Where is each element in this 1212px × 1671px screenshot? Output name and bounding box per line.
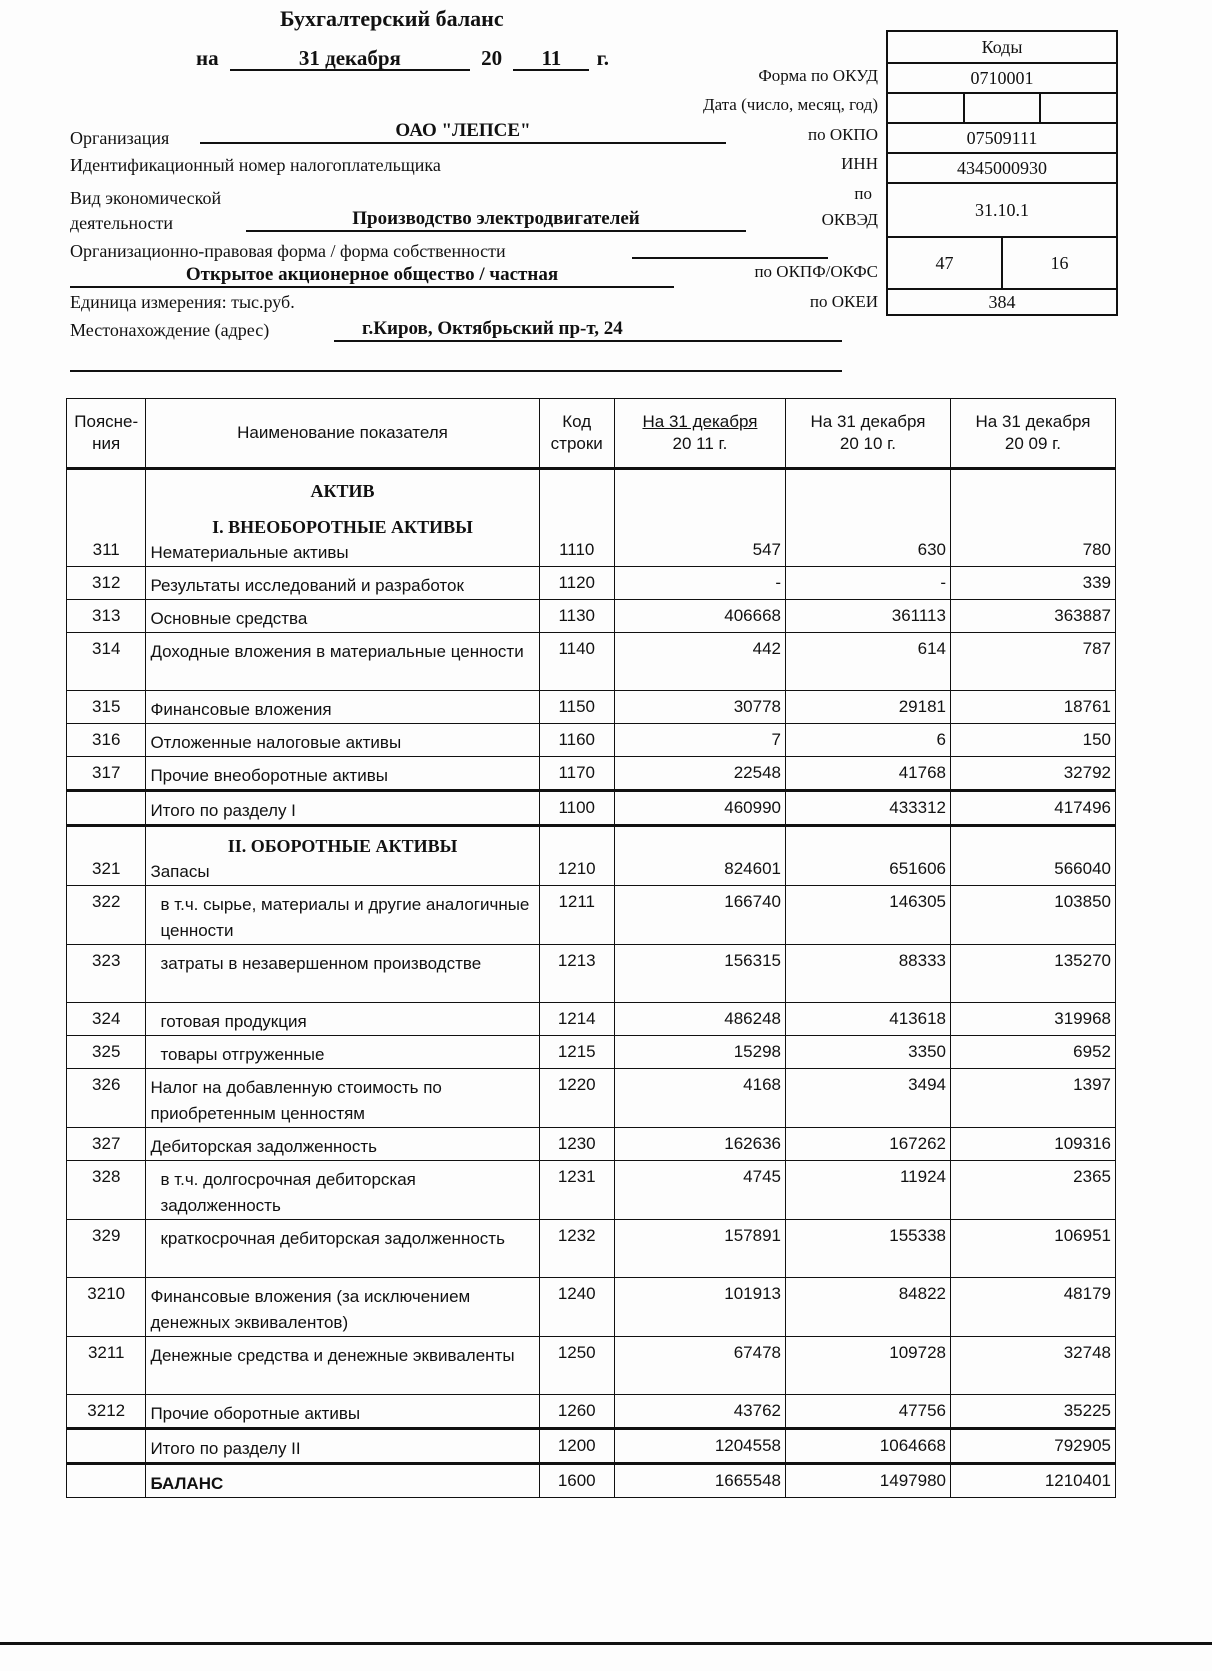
okopf-label: по ОКПФ/ОКФС <box>754 262 878 281</box>
row-value-2009: 135270 <box>950 945 1115 1003</box>
row-notes: 323 <box>67 945 146 1003</box>
okpo-value: 07509111 <box>888 124 1116 154</box>
row-name: затраты в незавершенном производстве <box>146 945 539 1003</box>
table-row <box>67 1220 1116 1278</box>
row-value-2009: 787 <box>950 633 1115 691</box>
table-header-row <box>67 399 1116 469</box>
col-2010-header: На 31 декабря 20 10 г. <box>786 399 951 469</box>
row-value-2009: 32748 <box>950 1337 1115 1395</box>
row-value-2009: 2365 <box>950 1161 1115 1220</box>
row-code: 1110 <box>539 469 614 567</box>
col-2009-header: На 31 декабря 20 09 г. <box>950 399 1115 469</box>
activity-value: Производство электродвигателей <box>246 208 746 232</box>
row-value-2010: 361113 <box>786 600 951 633</box>
row-name: Денежные средства и денежные эквиваленты <box>146 1337 539 1395</box>
inn-label: Идентификационный номер налогоплательщика <box>70 155 441 175</box>
row-value-2010: 84822 <box>786 1278 951 1337</box>
address-value: г.Киров, Октябрьский пр-т, 24 <box>334 318 842 342</box>
row-code: 1215 <box>539 1036 614 1069</box>
okved-label-2: ОКВЭД <box>821 210 878 229</box>
row-code: 1220 <box>539 1069 614 1128</box>
okei-value: 384 <box>888 290 1116 316</box>
row-notes: 313 <box>67 600 146 633</box>
row-value-2010: 146305 <box>786 886 951 945</box>
row-value-2009: 48179 <box>950 1278 1115 1337</box>
row-value-2011: 67478 <box>614 1337 785 1395</box>
balance-table <box>66 398 1116 1498</box>
address-label: Местонахождение (адрес) <box>70 320 270 340</box>
row-notes: 325 <box>67 1036 146 1069</box>
table-row <box>67 633 1116 691</box>
legal-form-label: Организационно-правовая форма / форма собственности <box>70 241 506 261</box>
row-name: Налог на добавленную стоимость по приобретенным ценностям <box>146 1069 539 1128</box>
row-name: Финансовые вложения <box>146 691 539 724</box>
table-row <box>67 600 1116 633</box>
codes-header: Коды <box>888 32 1116 64</box>
row-value-2011: 30778 <box>614 691 785 724</box>
row-value-2010: 630 <box>786 469 951 567</box>
row-value-2011: 1204558 <box>614 1429 785 1464</box>
year-suffix: г. <box>596 46 610 70</box>
row-notes: 3211 <box>67 1337 146 1395</box>
organization-value: ОАО "ЛЕПСЕ" <box>200 120 726 144</box>
row-code: 1150 <box>539 691 614 724</box>
row-code: 1214 <box>539 1003 614 1036</box>
row-value-2010: 614 <box>786 633 951 691</box>
table-row <box>67 724 1116 757</box>
row-value-2010: 6 <box>786 724 951 757</box>
row-name: краткосрочная дебиторская задолженность <box>146 1220 539 1278</box>
row-notes <box>67 791 146 826</box>
row-code: 1210 <box>539 826 614 886</box>
row-notes: 328 <box>67 1161 146 1220</box>
row-code: 1140 <box>539 633 614 691</box>
row-value-2011: 4168 <box>614 1069 785 1128</box>
activity-label-2: деятельности <box>70 213 174 233</box>
row-notes <box>67 1464 146 1498</box>
row-value-2009: 780 <box>950 469 1115 567</box>
date-year-cell <box>1039 94 1116 122</box>
row-value-2011: 406668 <box>614 600 785 633</box>
row-code: 1120 <box>539 567 614 600</box>
table-row <box>67 691 1116 724</box>
row-value-2010: 155338 <box>786 1220 951 1278</box>
date-code-label: Дата (число, месяц, год) <box>702 95 878 114</box>
row-code: 1200 <box>539 1429 614 1464</box>
row-code: 1170 <box>539 757 614 791</box>
row-notes: 327 <box>67 1128 146 1161</box>
date-day-cell <box>888 94 963 122</box>
row-name: Итого по разделу I <box>146 791 539 826</box>
row-value-2010: 413618 <box>786 1003 951 1036</box>
table-row <box>67 1128 1116 1161</box>
table-row <box>67 886 1116 945</box>
row-value-2011: 43762 <box>614 1395 785 1429</box>
col-notes-header: Поясне-ния <box>67 399 146 469</box>
table-row <box>67 1069 1116 1128</box>
row-value-2009: 1397 <box>950 1069 1115 1128</box>
page-edge-line <box>0 1642 1212 1645</box>
row-notes <box>67 1429 146 1464</box>
table-row <box>67 469 1116 567</box>
col-2011-header: На 31 декабря 20 11 г. <box>614 399 785 469</box>
table-row <box>67 945 1116 1003</box>
row-value-2010: 433312 <box>786 791 951 826</box>
row-value-2009: 32792 <box>950 757 1115 791</box>
row-code: 1230 <box>539 1128 614 1161</box>
row-value-2010: 11924 <box>786 1161 951 1220</box>
okved-label-1: по <box>854 184 872 203</box>
row-code: 1600 <box>539 1464 614 1498</box>
row-name: Основные средства <box>146 600 539 633</box>
row-code: 1240 <box>539 1278 614 1337</box>
okfs-value: 16 <box>1001 238 1116 288</box>
okopf-okfs-cells <box>888 238 1116 290</box>
row-name: Дебиторская задолженность <box>146 1128 539 1161</box>
table-row <box>67 1161 1116 1220</box>
table-row-total <box>67 1464 1116 1498</box>
row-value-2010: 167262 <box>786 1128 951 1161</box>
row-name: АКТИВ I. ВНЕОБОРОТНЫЕ АКТИВЫ Нематериальные активы <box>146 469 539 567</box>
unit-label: Единица измерения: тыс.руб. <box>70 292 295 312</box>
row-notes: 3210 <box>67 1278 146 1337</box>
row-notes: 315 <box>67 691 146 724</box>
year-value: 11 <box>513 47 589 71</box>
inn-code-label: ИНН <box>841 154 878 173</box>
row-value-2011: 7 <box>614 724 785 757</box>
row-value-2010: - <box>786 567 951 600</box>
row-notes: 312 <box>67 567 146 600</box>
table-row <box>67 1036 1116 1069</box>
section-1-heading: I. ВНЕОБОРОТНЫЕ АКТИВЫ <box>212 517 473 537</box>
row-code: 1232 <box>539 1220 614 1278</box>
row-name: Финансовые вложения (за исключением денежных эквивалентов) <box>146 1278 539 1337</box>
row-value-2010: 109728 <box>786 1337 951 1395</box>
row-value-2010: 3494 <box>786 1069 951 1128</box>
table-row <box>67 757 1116 791</box>
row-notes: 324 <box>67 1003 146 1036</box>
row-code: 1100 <box>539 791 614 826</box>
row-notes: 316 <box>67 724 146 757</box>
row-notes: 322 <box>67 886 146 945</box>
row-value-2009: 1210401 <box>950 1464 1115 1498</box>
row-value-2011: 442 <box>614 633 785 691</box>
okpo-label: по ОКПО <box>807 125 878 144</box>
date-value: 31 декабря <box>230 47 470 71</box>
row-notes: 317 <box>67 757 146 791</box>
legal-form-value: Открытое акционерное общество / частная <box>70 264 674 288</box>
row-value-2010: 29181 <box>786 691 951 724</box>
row-notes: 3212 <box>67 1395 146 1429</box>
row-value-2011: 162636 <box>614 1128 785 1161</box>
col-name-header: Наименование показателя <box>146 399 539 469</box>
row-value-2011: 486248 <box>614 1003 785 1036</box>
okved-value: 31.10.1 <box>888 184 1116 238</box>
row-name: товары отгруженные <box>146 1036 539 1069</box>
section-2-heading: II. ОБОРОТНЫЕ АКТИВЫ <box>227 836 458 856</box>
row-value-2010: 88333 <box>786 945 951 1003</box>
table-row-subtotal <box>67 1429 1116 1464</box>
table-row <box>67 1278 1116 1337</box>
organization-label: Организация <box>70 128 170 148</box>
row-notes: 329 <box>67 1220 146 1278</box>
row-value-2009: 566040 <box>950 826 1115 886</box>
row-value-2011: 824601 <box>614 826 785 886</box>
row-name: БАЛАНС <box>146 1464 539 1498</box>
row-name: Прочие внеоборотные активы <box>146 757 539 791</box>
row-notes: 321 <box>67 826 146 886</box>
row-code: 1231 <box>539 1161 614 1220</box>
section-asset-heading: АКТИВ <box>310 481 375 501</box>
address-line-2 <box>70 370 842 372</box>
row-value-2009: 103850 <box>950 886 1115 945</box>
row-value-2011: 4745 <box>614 1161 785 1220</box>
row-value-2011: 156315 <box>614 945 785 1003</box>
row-notes: 314 <box>67 633 146 691</box>
table-row <box>67 826 1116 886</box>
row-value-2011: 157891 <box>614 1220 785 1278</box>
table-row <box>67 1337 1116 1395</box>
table-row <box>67 1003 1116 1036</box>
row-value-2009: 319968 <box>950 1003 1115 1036</box>
row-value-2010: 1497980 <box>786 1464 951 1498</box>
table-row <box>67 1395 1116 1429</box>
row-value-2011: 101913 <box>614 1278 785 1337</box>
row-name: Доходные вложения в материальные ценности <box>146 633 539 691</box>
row-value-2011: - <box>614 567 785 600</box>
document-title: Бухгалтерский баланс <box>280 6 504 31</box>
row-value-2010: 41768 <box>786 757 951 791</box>
row-name: Итого по разделу II <box>146 1429 539 1464</box>
okud-value: 0710001 <box>888 64 1116 94</box>
report-date <box>196 46 609 71</box>
row-name: в т.ч. сырье, материалы и другие аналогичные ценности <box>146 886 539 945</box>
row-code: 1130 <box>539 600 614 633</box>
row-value-2009: 18761 <box>950 691 1115 724</box>
row-value-2011: 460990 <box>614 791 785 826</box>
row-value-2010: 651606 <box>786 826 951 886</box>
row-notes: 311 <box>67 469 146 567</box>
row-name: Результаты исследований и разработок <box>146 567 539 600</box>
table-row <box>67 567 1116 600</box>
row-value-2011: 15298 <box>614 1036 785 1069</box>
row-name: Прочие оборотные активы <box>146 1395 539 1429</box>
table-row-subtotal <box>67 791 1116 826</box>
row-value-2009: 792905 <box>950 1429 1115 1464</box>
okopf-value: 47 <box>935 252 954 273</box>
row-value-2009: 106951 <box>950 1220 1115 1278</box>
row-value-2011: 22548 <box>614 757 785 791</box>
row-code: 1160 <box>539 724 614 757</box>
row-value-2009: 109316 <box>950 1128 1115 1161</box>
row-code: 1213 <box>539 945 614 1003</box>
row-value-2011: 166740 <box>614 886 785 945</box>
okud-label: Форма по ОКУД <box>758 66 878 85</box>
row-name: Отложенные налоговые активы <box>146 724 539 757</box>
row-notes: 326 <box>67 1069 146 1128</box>
row-value-2009: 150 <box>950 724 1115 757</box>
row-name: в т.ч. долгосрочная дебиторская задолженность <box>146 1161 539 1220</box>
col-code-header: Код строки <box>539 399 614 469</box>
row-value-2009: 339 <box>950 567 1115 600</box>
year-prefix: 20 <box>481 46 503 70</box>
date-prefix: на <box>196 46 219 70</box>
row-code: 1250 <box>539 1337 614 1395</box>
inn-value: 4345000930 <box>888 154 1116 184</box>
row-value-2010: 47756 <box>786 1395 951 1429</box>
row-value-2009: 35225 <box>950 1395 1115 1429</box>
row-value-2011: 1665548 <box>614 1464 785 1498</box>
row-name: готовая продукция <box>146 1003 539 1036</box>
date-code-cells <box>888 94 1116 124</box>
row-value-2009: 363887 <box>950 600 1115 633</box>
row-name: II. ОБОРОТНЫЕ АКТИВЫ Запасы <box>146 826 539 886</box>
codes-box <box>886 30 1118 316</box>
row-code: 1260 <box>539 1395 614 1429</box>
okei-label: по ОКЕИ <box>809 292 878 311</box>
row-value-2009: 6952 <box>950 1036 1115 1069</box>
activity-label-1: Вид экономической <box>70 188 222 208</box>
row-value-2009: 417496 <box>950 791 1115 826</box>
row-value-2011: 547 <box>614 469 785 567</box>
row-code: 1211 <box>539 886 614 945</box>
row-value-2010: 1064668 <box>786 1429 951 1464</box>
row-value-2010: 3350 <box>786 1036 951 1069</box>
legal-form-line <box>632 257 828 259</box>
date-month-cell <box>963 94 1040 122</box>
